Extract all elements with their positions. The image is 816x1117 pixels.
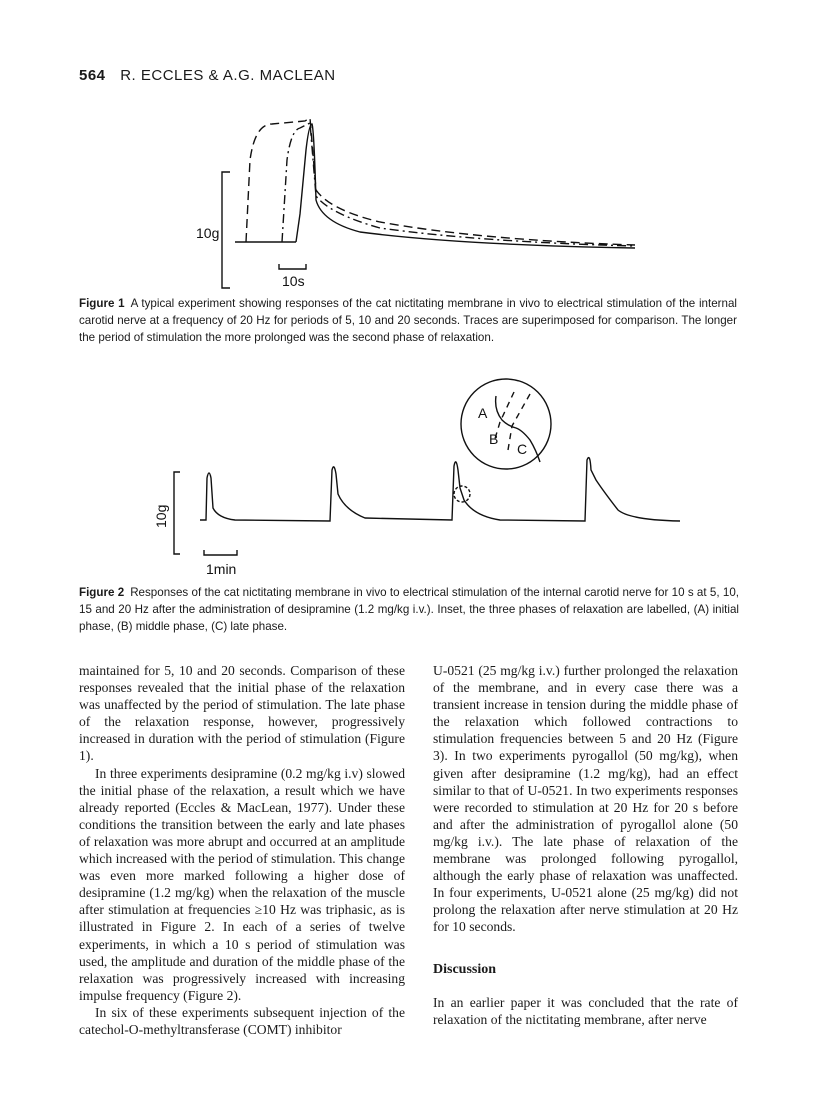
figure2-trace [200, 458, 680, 521]
figure1-caption-text: A typical experiment showing responses of the cat nictitating membrane in vivo to electrical stimulation of the internal carotid nerve at a frequency of 20 Hz for periods of 5, 10 and 20 seconds. Traces are superimposed for comparison. The longer the period of stimulation the more prolonged was the second phase of relaxation. [79, 297, 737, 344]
figure1-caption [79, 295, 737, 346]
figure2-x-scale-label: 1min [206, 561, 237, 577]
page-number: 564 [79, 67, 106, 84]
figure1-y-scale-bar [222, 172, 230, 288]
figure2-trace-plot [0, 370, 816, 590]
figure1-y-scale-label: 10g [196, 225, 220, 241]
left-paragraph: In three experiments desipramine (0.2 mg/kg i.v) slowed the initial phase of the relaxation, a result which we have already reported (Eccles & MacLean, 1977). Under these conditions the transition between the early and late phases of relaxation was more abrupt and occurred at an amplitude which increased with the period of stimulation. This change was even more marked following a higher dose of desipramine (1.2 mg/kg) when the relaxation of the muscle after stimulation at frequencies ≥10 Hz was triphasic, as is illustrated in Figure 2. In each of a series of twelve experiments, in which a 10 s period of stimulation was used, the amplitude and duration of the middle phase of the relaxation was progressively increased with increasing impulse frequency (Figure 2). [79, 765, 405, 1003]
figure1-trace-20s [246, 118, 635, 245]
right-column [433, 662, 738, 936]
discussion-heading: Discussion [433, 962, 497, 977]
running-authors: R. ECCLES & A.G. MACLEAN [120, 67, 336, 84]
left-paragraph: In six of these experiments subsequent injection of the catechol-O-methyltransferase (COMT) inhibitor [79, 1004, 405, 1037]
figure2-caption-label: Figure 2 [79, 586, 125, 599]
figure2-y-scale-label: 10g [153, 504, 169, 528]
figure2-inset-label-b: B [489, 431, 499, 447]
figure1-trace-5s [296, 124, 635, 248]
figure1-x-scale-bar [279, 264, 306, 269]
figure1-caption-label: Figure 1 [79, 297, 125, 310]
figure2-y-scale-bar [174, 472, 180, 554]
discussion-paragraph: In an earlier paper it was concluded that the rate of relaxation of the nictitating membrane, after nerve [433, 995, 738, 1028]
left-paragraph: maintained for 5, 10 and 20 seconds. Comparison of these responses revealed that the initial phase of the relaxation was unaffected by the period of stimulation. The late phase of the relaxation response, however, progressively increased in duration with the period of stimulation (Figure 1). [79, 663, 405, 764]
right-paragraph: U-0521 (25 mg/kg i.v.) further prolonged the relaxation of the membrane, and in every case there was a transient increase in tension during the middle phase of the relaxation which followed contractions to stimulation frequencies between 5 and 20 Hz (Figure 3). In two experiments pyrogallol (50 mg/kg), when given after desipramine (1.2 mg/kg), had an effect similar to that of U-0521. In two experiments responses were recorded to stimulation at 20 Hz for 20 s before and after the administration of pyrogallol alone (50 mg/kg i.v.). The late phase of relaxation of the membrane was prolonged following pyrogallol, although the early phase of relaxation was unaffected. In four experiments, U-0521 alone (25 mg/kg) did not prolong the relaxation after nerve stimulation at 20 Hz for 10 seconds. [433, 663, 738, 935]
figure2-x-scale-bar [204, 550, 237, 555]
figure2-inset-label-c: C [517, 441, 528, 457]
figure1-trace-10s [282, 123, 635, 246]
figure1-x-scale-label: 10s [282, 273, 305, 289]
figure1-trace-plot [0, 0, 816, 300]
left-column [79, 662, 405, 1038]
figure2-inset-label-a: A [478, 405, 488, 421]
figure2-caption [79, 584, 739, 635]
figure2-caption-text: Responses of the cat nictitating membrane in vivo to electrical stimulation of the internal carotid nerve for 10 s at 5, 10, 15 and 20 Hz after the administration of desipramine (1.2 mg/kg i.v.). Inset, the three phases of relaxation are labelled, (A) initial phase, (B) middle phase, (C) late phase. [79, 586, 739, 633]
discussion-text [433, 994, 738, 1028]
